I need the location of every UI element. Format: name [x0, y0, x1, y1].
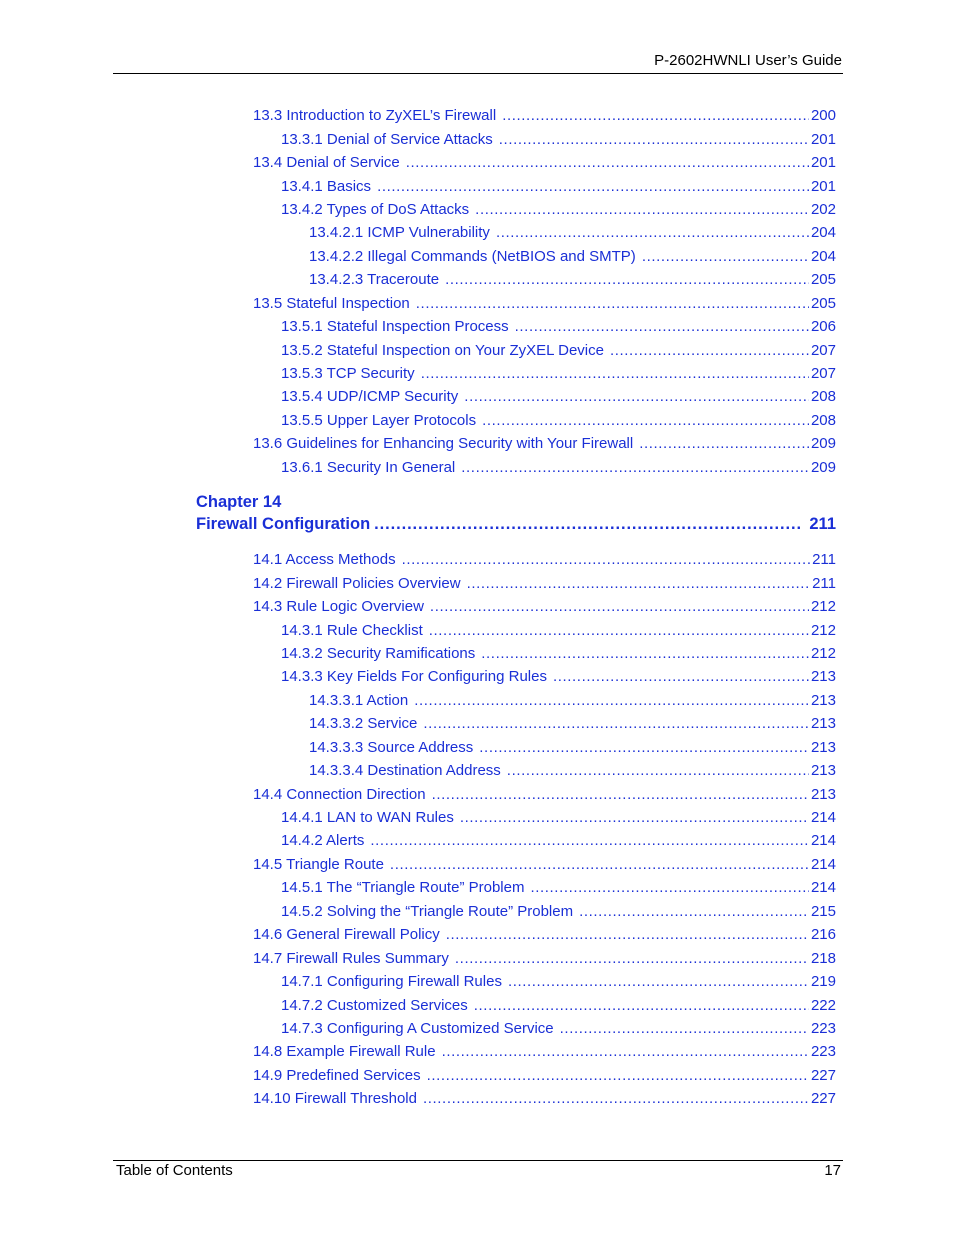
toc-entry-label: 13.5 Stateful Inspection — [253, 294, 410, 312]
toc-entry[interactable] — [253, 104, 836, 127]
toc-entry[interactable] — [253, 1087, 836, 1110]
dot-leader — [414, 692, 809, 709]
toc-entry[interactable] — [253, 292, 836, 315]
toc-entry[interactable] — [253, 1064, 836, 1087]
toc-entry[interactable] — [281, 900, 836, 923]
dot-leader — [502, 107, 809, 124]
toc-entry-page: 213 — [810, 785, 836, 803]
toc-entry-label: 14.4.1 LAN to WAN Rules — [281, 809, 454, 827]
toc-entry[interactable] — [281, 665, 836, 688]
toc-entry-label: 13.4.2.2 Illegal Commands (NetBIOS and SMTP) — [309, 247, 636, 265]
toc-entry[interactable] — [253, 571, 836, 594]
footer-section-name: Table of Contents — [116, 1162, 233, 1179]
toc-entry-label: 13.5.4 UDP/ICMP Security — [281, 388, 459, 406]
dot-leader — [423, 1090, 809, 1107]
toc-entry-label: 13.4.2.3 Traceroute — [309, 271, 440, 289]
toc-entry[interactable] — [253, 595, 836, 618]
toc-entry-label: 13.3.1 Denial of Service Attacks — [281, 130, 493, 148]
toc-entry-page: 208 — [810, 388, 836, 406]
toc-entry[interactable] — [253, 1040, 836, 1063]
toc-entry-page: 218 — [810, 949, 836, 967]
toc-entry-page: 211 — [812, 551, 836, 569]
dot-leader — [515, 318, 809, 335]
toc-entry-label: 14.3.3.4 Destination Address — [309, 762, 501, 780]
dot-leader — [416, 295, 809, 312]
toc-entry-label: 13.4.1 Basics — [281, 177, 372, 195]
toc-entry[interactable] — [281, 829, 836, 852]
toc-entry[interactable] — [281, 806, 836, 829]
toc-entry-label: 14.8 Example Firewall Rule — [253, 1043, 436, 1061]
toc-entry-page: 213 — [810, 738, 836, 756]
toc-entry[interactable] — [281, 127, 836, 150]
dot-leader — [374, 515, 803, 534]
toc-section-chapter-14 — [0, 548, 954, 1111]
toc-entry-label: 13.5.5 Upper Layer Protocols — [281, 411, 477, 429]
toc-entry-page: 213 — [810, 668, 836, 686]
toc-entry-page: 223 — [810, 1043, 836, 1061]
toc-entry-page: 219 — [810, 973, 836, 991]
footer-page-number: 17 — [824, 1162, 841, 1179]
toc-entry-label: 14.3.1 Rule Checklist — [281, 621, 423, 639]
toc-entry-label: 14.5.1 The “Triangle Route” Problem — [281, 879, 525, 897]
toc-entry-label: 13.5.1 Stateful Inspection Process — [281, 318, 509, 336]
toc-entry[interactable] — [309, 712, 836, 735]
toc-entry-page: 214 — [810, 855, 836, 873]
toc-entry-page: 207 — [810, 341, 836, 359]
toc-entry-label: 14.6 General Firewall Policy — [253, 926, 440, 944]
table-of-contents — [0, 104, 954, 1111]
toc-entry-page: 209 — [810, 435, 836, 453]
dot-leader — [481, 645, 809, 662]
toc-section-chapter-13 — [0, 104, 954, 479]
toc-entry-label: 14.9 Predefined Services — [253, 1066, 421, 1084]
toc-entry-label: 14.4.2 Alerts — [281, 832, 365, 850]
dot-leader — [402, 551, 810, 568]
toc-entry-page: 205 — [810, 271, 836, 289]
toc-entry[interactable] — [309, 689, 836, 712]
dot-leader — [610, 342, 809, 359]
toc-entry-page: 214 — [810, 809, 836, 827]
toc-entry-page: 209 — [810, 458, 836, 476]
toc-entry-page: 223 — [810, 1019, 836, 1037]
toc-entry[interactable] — [253, 782, 836, 805]
dot-leader — [496, 224, 809, 241]
dot-leader — [423, 715, 809, 732]
dot-leader — [642, 248, 809, 265]
toc-entry-label: 14.7.3 Configuring A Customized Service — [281, 1019, 554, 1037]
toc-entry[interactable] — [253, 432, 836, 455]
toc-entry-page: 212 — [810, 644, 836, 662]
footer-divider — [113, 1160, 843, 1161]
dot-leader — [474, 997, 809, 1014]
toc-entry[interactable] — [281, 409, 836, 432]
toc-entry-page: 211 — [812, 574, 836, 592]
dot-leader — [479, 739, 809, 756]
toc-entry-label: 14.3 Rule Logic Overview — [253, 598, 424, 616]
toc-entry[interactable] — [281, 174, 836, 197]
toc-entry-label: 14.3.2 Security Ramifications — [281, 644, 476, 662]
dot-leader — [370, 832, 809, 849]
dot-leader — [432, 786, 809, 803]
toc-entry[interactable] — [281, 993, 836, 1016]
chapter-title-link[interactable] — [196, 513, 836, 535]
toc-entry-page: 214 — [810, 832, 836, 850]
toc-entry-label: 13.3 Introduction to ZyXEL’s Firewall — [253, 107, 497, 125]
running-header-title: P-2602HWNLI User’s Guide — [654, 52, 842, 69]
toc-entry-page: 205 — [810, 294, 836, 312]
toc-entry-page: 212 — [810, 598, 836, 616]
toc-entry-label: 13.4 Denial of Service — [253, 154, 400, 172]
toc-entry-label: 14.4 Connection Direction — [253, 785, 426, 803]
toc-entry-label: 14.10 Firewall Threshold — [253, 1090, 417, 1108]
dot-leader — [377, 178, 809, 195]
toc-entry-page: 215 — [810, 902, 836, 920]
toc-entry-page: 207 — [810, 365, 836, 383]
toc-entry-label: 13.4.2 Types of DoS Attacks — [281, 200, 470, 218]
toc-entry[interactable] — [281, 1017, 836, 1040]
dot-leader — [507, 762, 809, 779]
chapter-number[interactable]: Chapter 14 — [196, 492, 282, 511]
toc-entry[interactable] — [281, 456, 836, 479]
header-divider — [113, 73, 843, 74]
dot-leader — [390, 856, 809, 873]
toc-entry[interactable] — [281, 876, 836, 899]
dot-leader — [553, 668, 809, 685]
toc-entry[interactable] — [253, 923, 836, 946]
toc-entry-page: 200 — [810, 107, 836, 125]
dot-leader — [442, 1043, 809, 1060]
toc-entry[interactable] — [309, 245, 836, 268]
toc-entry-label: 13.4.2.1 ICMP Vulnerability — [309, 224, 490, 242]
toc-entry-label: 14.7.2 Customized Services — [281, 996, 468, 1014]
dot-leader — [475, 201, 809, 218]
dot-leader — [461, 459, 809, 476]
chapter-page: 211 — [809, 514, 836, 533]
dot-leader — [446, 926, 809, 943]
toc-entry[interactable] — [309, 221, 836, 244]
chapter-title: Firewall Configuration — [196, 514, 371, 533]
toc-entry[interactable] — [281, 618, 836, 641]
dot-leader — [467, 575, 811, 592]
toc-entry[interactable] — [281, 338, 836, 361]
toc-entry-label: 14.5 Triangle Route — [253, 855, 384, 873]
toc-entry-label: 14.3.3 Key Fields For Configuring Rules — [281, 668, 547, 686]
toc-entry[interactable] — [253, 548, 836, 571]
toc-entry-page: 227 — [810, 1066, 836, 1084]
toc-entry-page: 213 — [810, 715, 836, 733]
dot-leader — [421, 365, 809, 382]
toc-entry-page: 212 — [810, 621, 836, 639]
toc-entry-page: 201 — [810, 154, 836, 172]
dot-leader — [460, 809, 809, 826]
dot-leader — [560, 1020, 809, 1037]
toc-entry-label: 13.6 Guidelines for Enhancing Security with Your Firewall — [253, 435, 634, 453]
toc-entry-label: 14.3.3.2 Service — [309, 715, 418, 733]
toc-entry-label: 14.1 Access Methods — [253, 551, 396, 569]
toc-entry[interactable] — [281, 362, 836, 385]
toc-entry[interactable] — [281, 385, 836, 408]
toc-entry-page: 214 — [810, 879, 836, 897]
toc-entry[interactable] — [281, 315, 836, 338]
toc-entry-page: 206 — [810, 318, 836, 336]
dot-leader — [406, 154, 809, 171]
toc-entry-label: 13.5.3 TCP Security — [281, 365, 415, 383]
dot-leader — [579, 903, 809, 920]
dot-leader — [427, 1067, 809, 1084]
toc-entry[interactable] — [281, 970, 836, 993]
dot-leader — [455, 950, 809, 967]
dot-leader — [464, 388, 809, 405]
dot-leader — [508, 973, 809, 990]
toc-entry-page: 204 — [810, 224, 836, 242]
dot-leader — [639, 435, 809, 452]
toc-entry[interactable] — [281, 198, 836, 221]
toc-entry-label: 14.7 Firewall Rules Summary — [253, 949, 449, 967]
toc-entry-label: 13.6.1 Security In General — [281, 458, 456, 476]
dot-leader — [429, 622, 809, 639]
toc-entry-page: 202 — [810, 200, 836, 218]
dot-leader — [499, 131, 809, 148]
toc-entry-page: 208 — [810, 411, 836, 429]
toc-entry-label: 14.7.1 Configuring Firewall Rules — [281, 973, 502, 991]
toc-entry[interactable] — [281, 642, 836, 665]
toc-entry[interactable] — [309, 736, 836, 759]
toc-entry-page: 213 — [810, 691, 836, 709]
toc-entry-page: 201 — [810, 177, 836, 195]
dot-leader — [445, 271, 809, 288]
toc-entry[interactable] — [309, 268, 836, 291]
toc-entry-label: 13.5.2 Stateful Inspection on Your ZyXEL Device — [281, 341, 604, 359]
toc-entry[interactable] — [309, 759, 836, 782]
toc-entry-page: 213 — [810, 762, 836, 780]
toc-entry-page: 216 — [810, 926, 836, 944]
dot-leader — [530, 879, 809, 896]
toc-entry[interactable] — [253, 853, 836, 876]
toc-entry-label: 14.3.3.1 Action — [309, 691, 409, 709]
toc-entry-page: 201 — [810, 130, 836, 148]
toc-entry-label: 14.3.3.3 Source Address — [309, 738, 474, 756]
toc-entry-label: 14.5.2 Solving the “Triangle Route” Problem — [281, 902, 574, 920]
toc-entry-page: 227 — [810, 1090, 836, 1108]
toc-entry[interactable] — [253, 946, 836, 969]
toc-entry[interactable] — [253, 151, 836, 174]
dot-leader — [430, 598, 809, 615]
dot-leader — [482, 412, 809, 429]
toc-entry-page: 222 — [810, 996, 836, 1014]
toc-entry-page: 204 — [810, 247, 836, 265]
toc-entry-label: 14.2 Firewall Policies Overview — [253, 574, 461, 592]
